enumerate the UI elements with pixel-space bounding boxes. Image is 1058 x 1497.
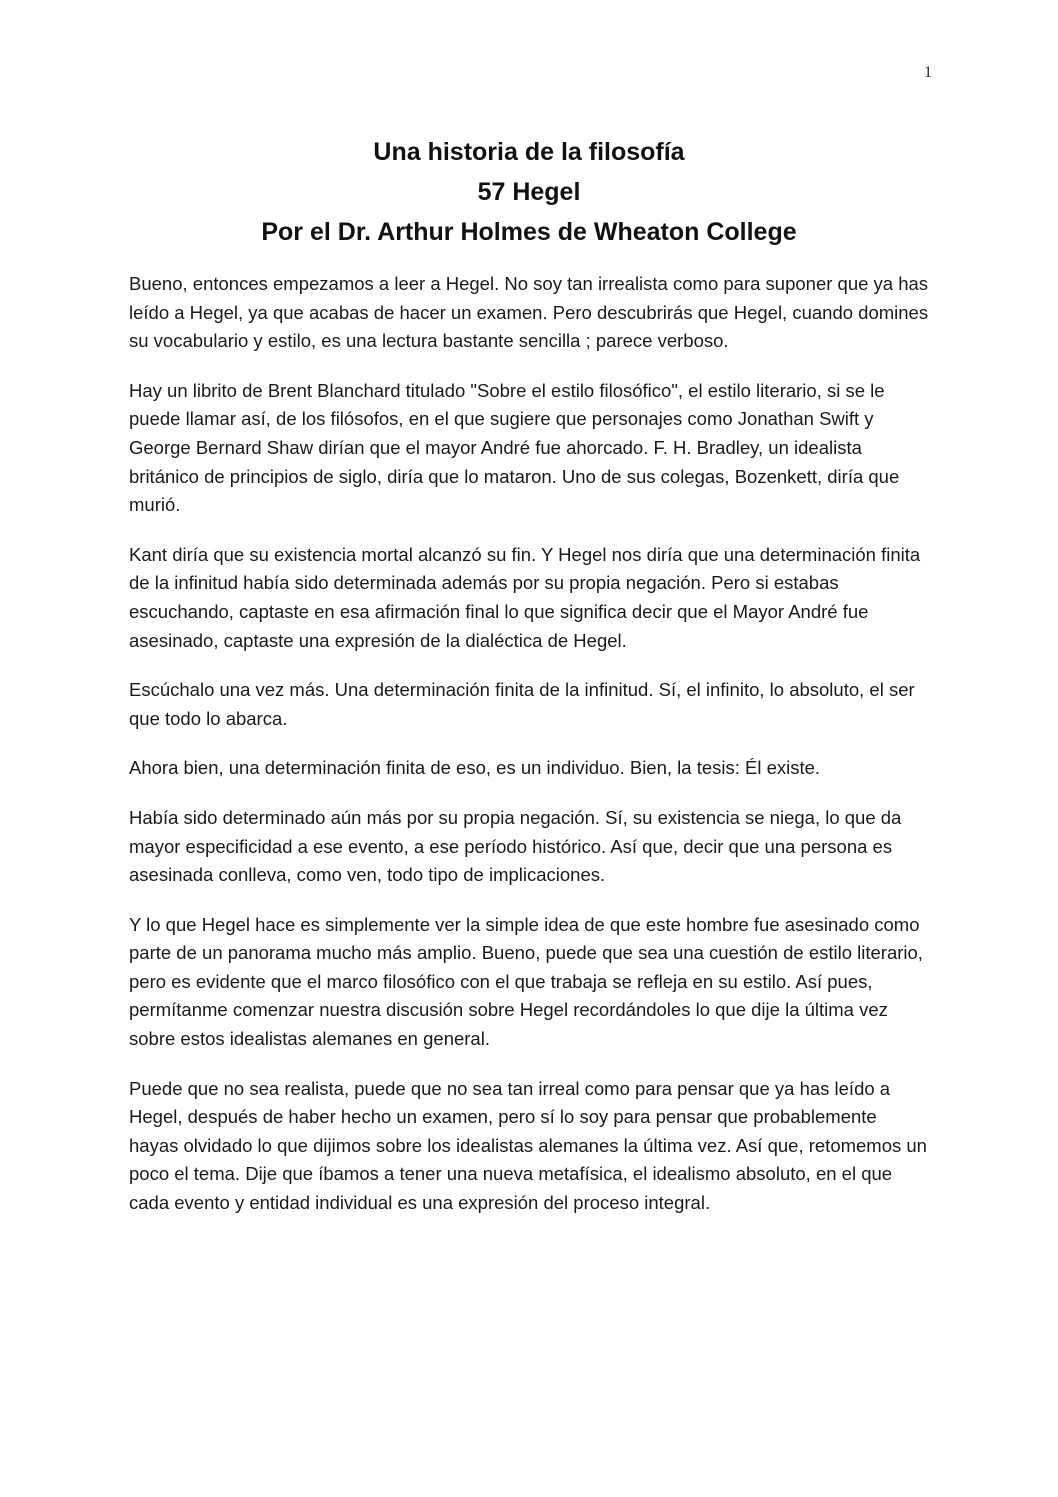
document-title-block: [0, 132, 1058, 252]
document-title: Una historia de la filosofía: [373, 138, 685, 166]
paragraph: Ahora bien, una determinación finita de eso, es un individuo. Bien, la tesis: Él existe.: [129, 757, 821, 779]
paragraph: Puede que no sea realista, puede que no sea tan irreal como para pensar que ya has leído a Hegel, después de haber hecho un examen, pero sí lo soy para pensar que probablemente hayas olvidado lo que dijimos sobre los idealistas alemanes la última vez. Así que, retomemos un poco el tema. Dije que íbamos a tener una nueva metafísica, el idealismo absoluto, en el que cada evento y entidad individual es una expresión del proceso integral.: [129, 1077, 927, 1214]
document-body: [129, 270, 929, 1239]
document-subtitle: 57 Hegel: [477, 178, 581, 206]
paragraph: Y lo que Hegel hace es simplemente ver la simple idea de que este hombre fue asesinado como parte de un panorama mucho más amplio. Bueno, puede que sea una cuestión de estilo literario, pero es evidente que el marco filosófico con el que trabaja se refleja en su estilo. Así pues, permítanme comenzar nuestra discusión sobre Hegel recordándoles lo que dije la última vez sobre estos idealistas alemanes en general.: [129, 913, 923, 1050]
paragraph: Kant diría que su existencia mortal alcanzó su fin. Y Hegel nos diría que una determinación finita de la infinitud había sido determinada además por su propia negación. Pero si estabas escuchando, captaste en esa afirmación final lo que significa decir que el Mayor André fue asesinado, captaste una expresión de la dialéctica de Hegel.: [129, 543, 921, 651]
paragraph: Bueno, entonces empezamos a leer a Hegel. No soy tan irrealista como para suponer que ya has leído a Hegel, ya que acabas de hacer un examen. Pero descubrirás que Hegel, cuando domines su vocabulario y estilo, es una lectura bastante sencilla ; parece verboso.: [129, 273, 929, 352]
paragraph: Escúchalo una vez más. Una determinación finita de la infinitud. Sí, el infinito, lo absoluto, el ser que todo lo abarca.: [129, 679, 915, 729]
document-author: Por el Dr. Arthur Holmes de Wheaton College: [261, 218, 797, 246]
page-number: 1: [924, 64, 932, 81]
paragraph: Hay un librito de Brent Blanchard titulado "Sobre el estilo filosófico", el estilo literario, si se le puede llamar así, de los filósofos, en el que sugiere que personajes como Jonathan Swift y George Bernard Shaw dirían que el mayor André fue ahorcado. F. H. Bradley, un idealista británico de principios de siglo, diría que lo mataron. Uno de sus colegas, Bozenkett, diría que murió.: [129, 379, 900, 516]
paragraph: Había sido determinado aún más por su propia negación. Sí, su existencia se niega, lo que da mayor especificidad a ese evento, a ese período histórico. Así que, decir que una persona es asesinada conlleva, como ven, todo tipo de implicaciones.: [129, 806, 902, 886]
